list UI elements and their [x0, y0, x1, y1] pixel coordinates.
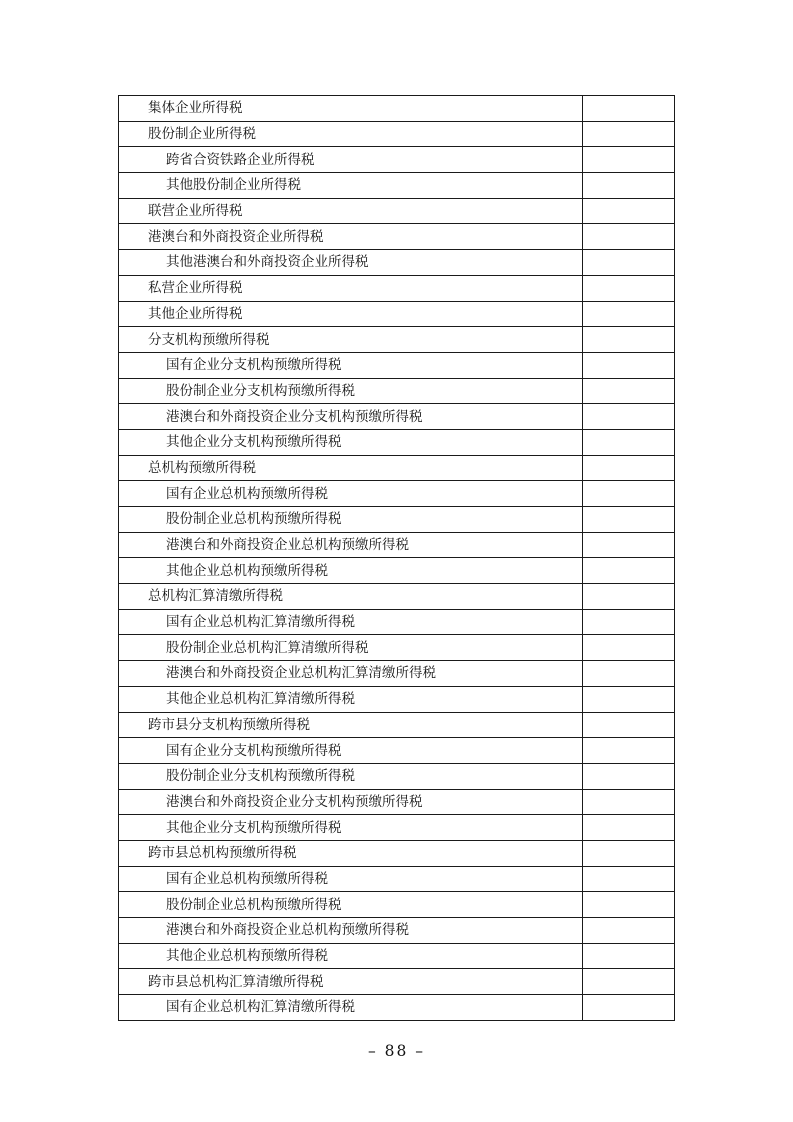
tax-item-label-cell [119, 250, 583, 276]
tax-item-label-cell [119, 481, 583, 507]
tax-item-label-cell [119, 455, 583, 481]
tax-item-value-cell [583, 789, 675, 815]
tax-item-value-cell [583, 404, 675, 430]
tax-item-label-cell [119, 507, 583, 533]
tax-item-label-cell [119, 969, 583, 995]
tax-item-label-cell [119, 635, 583, 661]
table-row [119, 507, 675, 533]
tax-item-value-cell [583, 712, 675, 738]
tax-item-label: 跨市县总机构汇算清缴所得税 [148, 973, 324, 990]
tax-item-label-cell [119, 584, 583, 610]
tax-item-value-cell [583, 301, 675, 327]
tax-item-label-cell [119, 609, 583, 635]
tax-item-label: 其他企业总机构预缴所得税 [166, 948, 328, 965]
table-row [119, 327, 675, 353]
tax-item-label-cell [119, 738, 583, 764]
tax-item-label-cell [119, 121, 583, 147]
tax-item-label: 其他股份制企业所得税 [166, 177, 301, 194]
table-row [119, 918, 675, 944]
tax-item-label: 港澳台和外商投资企业总机构预缴所得税 [166, 922, 409, 939]
tax-item-value-cell [583, 661, 675, 687]
tax-item-label-cell [119, 532, 583, 558]
tax-item-label: 国有企业分支机构预缴所得税 [166, 742, 342, 759]
tax-item-value-cell [583, 481, 675, 507]
tax-item-value-cell [583, 507, 675, 533]
tax-item-label-cell [119, 789, 583, 815]
tax-item-label: 股份制企业总机构汇算清缴所得税 [166, 639, 369, 656]
tax-item-value-cell [583, 995, 675, 1021]
table-row [119, 558, 675, 584]
table-row [119, 840, 675, 866]
tax-item-value-cell [583, 455, 675, 481]
tax-item-label-cell [119, 404, 583, 430]
tax-item-label: 总机构汇算清缴所得税 [148, 588, 283, 605]
tax-item-label-cell [119, 173, 583, 199]
tax-item-label: 跨市县分支机构预缴所得税 [148, 716, 310, 733]
table-row [119, 275, 675, 301]
tax-item-value-cell [583, 147, 675, 173]
tax-item-label: 分支机构预缴所得税 [148, 331, 270, 348]
table-row [119, 224, 675, 250]
table-row [119, 892, 675, 918]
tax-table-body [119, 96, 675, 1021]
page-number: – 88 – [367, 1042, 426, 1060]
table-row [119, 969, 675, 995]
tax-item-label: 国有企业总机构汇算清缴所得税 [166, 999, 355, 1016]
tax-item-label-cell [119, 995, 583, 1021]
tax-item-label: 国有企业总机构汇算清缴所得税 [166, 614, 355, 631]
table-row [119, 147, 675, 173]
table-row [119, 866, 675, 892]
tax-item-label: 跨市县总机构预缴所得税 [148, 845, 297, 862]
table-row [119, 943, 675, 969]
tax-item-label-cell [119, 352, 583, 378]
tax-item-label-cell [119, 686, 583, 712]
tax-item-label: 其他企业总机构汇算清缴所得税 [166, 691, 355, 708]
tax-item-value-cell [583, 224, 675, 250]
table-row [119, 635, 675, 661]
tax-item-label: 其他企业所得税 [148, 305, 243, 322]
table-row [119, 404, 675, 430]
tax-item-value-cell [583, 840, 675, 866]
tax-item-value-cell [583, 250, 675, 276]
tax-items-table [118, 95, 675, 1021]
table-row [119, 712, 675, 738]
table-row [119, 738, 675, 764]
tax-item-label-cell [119, 378, 583, 404]
tax-item-label: 港澳台和外商投资企业分支机构预缴所得税 [166, 793, 423, 810]
tax-item-label: 股份制企业总机构预缴所得税 [166, 896, 342, 913]
tax-item-label-cell [119, 275, 583, 301]
tax-item-value-cell [583, 918, 675, 944]
tax-item-label: 港澳台和外商投资企业总机构汇算清缴所得税 [166, 665, 436, 682]
tax-item-label: 股份制企业分支机构预缴所得税 [166, 768, 355, 785]
tax-item-label-cell [119, 763, 583, 789]
tax-item-label: 其他企业分支机构预缴所得税 [166, 819, 342, 836]
tax-item-label: 联营企业所得税 [148, 203, 243, 220]
tax-item-label: 国有企业总机构预缴所得税 [166, 870, 328, 887]
tax-item-value-cell [583, 429, 675, 455]
tax-item-value-cell [583, 352, 675, 378]
tax-item-value-cell [583, 815, 675, 841]
table-row [119, 763, 675, 789]
tax-item-label: 其他港澳台和外商投资企业所得税 [166, 254, 369, 271]
table-row [119, 532, 675, 558]
tax-item-value-cell [583, 198, 675, 224]
table-row [119, 352, 675, 378]
tax-item-label-cell [119, 918, 583, 944]
table-row [119, 378, 675, 404]
tax-item-value-cell [583, 173, 675, 199]
tax-item-label-cell [119, 96, 583, 122]
tax-item-label: 集体企业所得税 [148, 100, 243, 117]
table-row [119, 481, 675, 507]
table-row [119, 96, 675, 122]
tax-item-label-cell [119, 661, 583, 687]
tax-item-label-cell [119, 943, 583, 969]
tax-item-label: 港澳台和外商投资企业分支机构预缴所得税 [166, 408, 423, 425]
tax-item-label: 总机构预缴所得税 [148, 459, 256, 476]
table-row [119, 609, 675, 635]
tax-item-value-cell [583, 327, 675, 353]
tax-item-label: 国有企业分支机构预缴所得税 [166, 357, 342, 374]
tax-item-label-cell [119, 558, 583, 584]
tax-item-value-cell [583, 866, 675, 892]
table-row [119, 789, 675, 815]
tax-item-value-cell [583, 584, 675, 610]
tax-item-label: 港澳台和外商投资企业总机构预缴所得税 [166, 537, 409, 554]
tax-item-label-cell [119, 892, 583, 918]
tax-item-value-cell [583, 609, 675, 635]
table-row [119, 455, 675, 481]
tax-item-value-cell [583, 969, 675, 995]
tax-item-label-cell [119, 429, 583, 455]
tax-item-label-cell [119, 327, 583, 353]
table-row [119, 121, 675, 147]
tax-item-value-cell [583, 943, 675, 969]
tax-item-value-cell [583, 686, 675, 712]
tax-item-label: 跨省合资铁路企业所得税 [166, 151, 315, 168]
table-row [119, 250, 675, 276]
table-row [119, 686, 675, 712]
table-row [119, 301, 675, 327]
table-row [119, 429, 675, 455]
tax-item-value-cell [583, 532, 675, 558]
tax-item-label-cell [119, 866, 583, 892]
table-row [119, 815, 675, 841]
tax-item-label-cell [119, 147, 583, 173]
tax-item-value-cell [583, 378, 675, 404]
tax-item-value-cell [583, 892, 675, 918]
tax-item-label-cell [119, 301, 583, 327]
table-row [119, 173, 675, 199]
tax-item-label-cell [119, 712, 583, 738]
tax-item-label-cell [119, 815, 583, 841]
tax-item-label: 股份制企业总机构预缴所得税 [166, 511, 342, 528]
table-row [119, 584, 675, 610]
tax-item-label: 其他企业分支机构预缴所得税 [166, 434, 342, 451]
tax-item-value-cell [583, 96, 675, 122]
tax-item-label: 股份制企业所得税 [148, 126, 256, 143]
table-row [119, 661, 675, 687]
tax-item-value-cell [583, 738, 675, 764]
tax-item-label: 国有企业总机构预缴所得税 [166, 485, 328, 502]
tax-item-label-cell [119, 198, 583, 224]
tax-item-label: 港澳台和外商投资企业所得税 [148, 228, 324, 245]
tax-item-label-cell [119, 224, 583, 250]
tax-item-label: 股份制企业分支机构预缴所得税 [166, 382, 355, 399]
table-row [119, 995, 675, 1021]
tax-item-value-cell [583, 763, 675, 789]
table-row [119, 198, 675, 224]
tax-item-value-cell [583, 635, 675, 661]
tax-item-label: 其他企业总机构预缴所得税 [166, 562, 328, 579]
tax-item-value-cell [583, 558, 675, 584]
tax-item-value-cell [583, 275, 675, 301]
tax-item-label: 私营企业所得税 [148, 280, 243, 297]
tax-item-value-cell [583, 121, 675, 147]
tax-item-label-cell [119, 840, 583, 866]
